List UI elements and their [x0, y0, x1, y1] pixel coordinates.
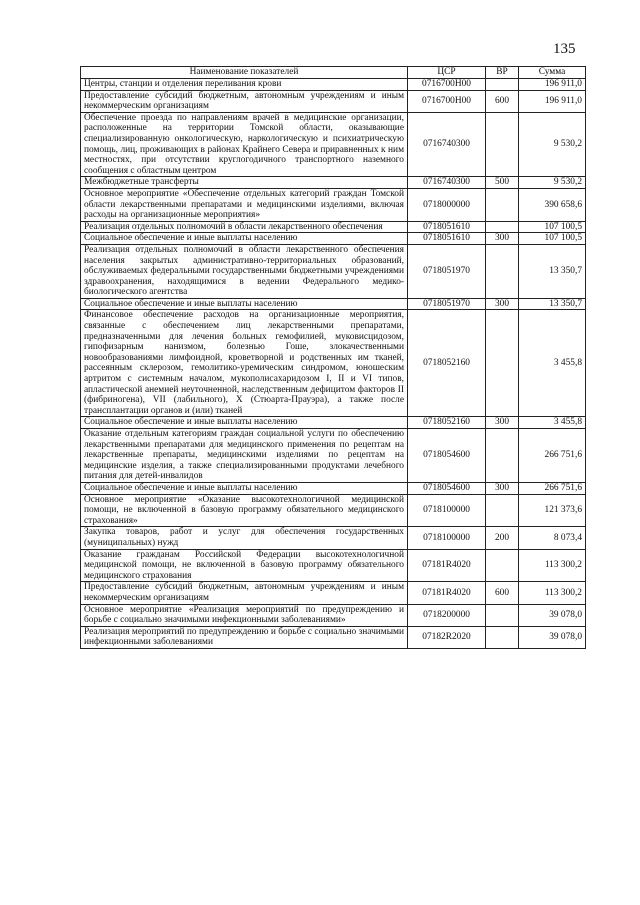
row-sum-cell: 13 350,7: [519, 244, 586, 298]
table-row: [81, 604, 586, 626]
row-name-cell: Финансовое обеспечение расходов на организационные мероприятия, связанные с обеспечением лиц лекарственными препаратами, предназначенными для лечения больных гемофилией, муковисцидозом, гипофизарным нанизмом, болезнью Гоше, злокачественными новообразованиями лимфоидной, кроветворной и родственных им тканей, рассеянным склерозом, гемолитико-уремическим синдромом, юношеским артритом с системным началом, мукополисахаридозом I, II и VI типов, апластической анемией неуточненной, наследственным дефицитом факторов II (фибриногена), VII (лабильного), X (Стюарта-Прауэра), а также после трансплантации органов и (или) тканей: [81, 310, 408, 417]
row-name-cell: Основное мероприятие «Оказание высокотехнологичной медицинской помощи, не включенной в базовую программу обязательного медицинского страхования»: [81, 494, 408, 527]
table-row: [81, 79, 586, 91]
table-row: [81, 90, 586, 112]
row-name-cell: Основное мероприятие «Реализация мероприятий по предупреждению и борьбе с социально значимыми инфекционными заболеваниями»: [81, 604, 408, 626]
row-sum-cell: 196 911,0: [519, 79, 586, 91]
column-header-sum: Сумма: [519, 67, 586, 79]
row-sum-cell: 107 100,5: [519, 233, 586, 245]
row-vr-cell: 600: [486, 90, 519, 112]
row-name-cell: Социальное обеспечение и иные выплаты населению: [81, 482, 408, 494]
row-csr-cell: 0718000000: [408, 188, 486, 221]
row-vr-cell: [486, 221, 519, 233]
row-csr-cell: 0718051610: [408, 221, 486, 233]
table-row: [81, 527, 586, 549]
row-vr-cell: 300: [486, 298, 519, 310]
row-sum-cell: 196 911,0: [519, 90, 586, 112]
row-name-cell: Предоставление субсидий бюджетным, автономным учреждениям и иным некоммерческим организациям: [81, 582, 408, 604]
row-vr-cell: [486, 429, 519, 483]
row-csr-cell: 0718100000: [408, 527, 486, 549]
row-csr-cell: 0718100000: [408, 494, 486, 527]
table-row: [81, 482, 586, 494]
row-vr-cell: [486, 549, 519, 582]
table-row: [81, 549, 586, 582]
row-vr-cell: [486, 604, 519, 626]
row-name-cell: Межбюджетные трансферты: [81, 177, 408, 189]
row-name-cell: Социальное обеспечение и иные выплаты населению: [81, 417, 408, 429]
row-vr-cell: 600: [486, 582, 519, 604]
row-csr-cell: 0716700Н00: [408, 90, 486, 112]
table-row: [81, 298, 586, 310]
row-sum-cell: 39 078,0: [519, 604, 586, 626]
row-sum-cell: 3 455,8: [519, 310, 586, 417]
row-csr-cell: 0718200000: [408, 604, 486, 626]
row-name-cell: Реализация отдельных полномочий в области лекарственного обеспечения населения закрытых административно-территориальных образований, обслуживаемых федеральными государственными бюджетными учреждениями здравоохранения, находящимися в ведении Федерального медико-биологического агентства: [81, 244, 408, 298]
table-row: [81, 310, 586, 417]
column-header-vr: ВР: [486, 67, 519, 79]
table-row: [81, 177, 586, 189]
row-name-cell: Закупка товаров, работ и услуг для обеспечения государственных (муниципальных) нужд: [81, 527, 408, 549]
table-row: [81, 112, 586, 177]
row-vr-cell: [486, 188, 519, 221]
table-row: [81, 244, 586, 298]
row-csr-cell: 07182R2020: [408, 626, 486, 648]
table-header-row: [81, 67, 586, 79]
row-name-cell: Оказание гражданам Российской Федерации высокотехнологичной медицинской помощи, не включенной в базовую программу обязательного медицинского страхования: [81, 549, 408, 582]
row-name-cell: Центры, станции и отделения переливания крови: [81, 79, 408, 91]
row-csr-cell: 07181R4020: [408, 549, 486, 582]
table-row: [81, 626, 586, 648]
row-vr-cell: [486, 494, 519, 527]
column-header-name: Наименование показателей: [81, 67, 408, 79]
row-sum-cell: 107 100,5: [519, 221, 586, 233]
row-sum-cell: 3 455,8: [519, 417, 586, 429]
table-body: [81, 79, 586, 649]
row-vr-cell: 200: [486, 527, 519, 549]
row-sum-cell: 39 078,0: [519, 626, 586, 648]
row-sum-cell: 113 300,2: [519, 549, 586, 582]
row-vr-cell: [486, 79, 519, 91]
row-vr-cell: 500: [486, 177, 519, 189]
table-row: [81, 233, 586, 245]
row-sum-cell: 9 530,2: [519, 112, 586, 177]
row-name-cell: Оказание отдельным категориям граждан социальной услуги по обеспечению лекарственными препаратами для медицинского применения по рецептам на лекарственные препараты, медицинскими изделиями по рецептам на медицинские изделия, а также специализированными продуктами лечебного питания для детей-инвалидов: [81, 429, 408, 483]
row-name-cell: Социальное обеспечение и иные выплаты населению: [81, 298, 408, 310]
row-sum-cell: 121 373,6: [519, 494, 586, 527]
table-row: [81, 494, 586, 527]
row-vr-cell: 300: [486, 482, 519, 494]
row-csr-cell: 0718051970: [408, 244, 486, 298]
row-csr-cell: 0716740300: [408, 177, 486, 189]
row-sum-cell: 113 300,2: [519, 582, 586, 604]
row-csr-cell: 0716700Н00: [408, 79, 486, 91]
row-sum-cell: 266 751,6: [519, 429, 586, 483]
row-name-cell: Предоставление субсидий бюджетным, автономным учреждениям и иным некоммерческим организациям: [81, 90, 408, 112]
row-name-cell: Реализация мероприятий по предупреждению и борьбе с социально значимыми инфекционными заболеваниями: [81, 626, 408, 648]
row-csr-cell: 07181R4020: [408, 582, 486, 604]
row-sum-cell: 8 073,4: [519, 527, 586, 549]
row-sum-cell: 266 751,6: [519, 482, 586, 494]
row-name-cell: Обеспечение проезда по направлениям врачей в медицинские организации, расположенные на территории Томской области, оказывающие специализированную онкологическую, наркологическую и психиатрическую помощь, лиц, проживающих в районах Крайнего Севера и приравненных к ним местностях, при отсутствии круглогодичного транспортного наземного сообщения с областным центром: [81, 112, 408, 177]
row-name-cell: Реализация отдельных полномочий в области лекарственного обеспечения: [81, 221, 408, 233]
row-name-cell: Основное мероприятие «Обеспечение отдельных категорий граждан Томской области лекарственными препаратами и медицинскими изделиями, включая расходы на организационные мероприятия»: [81, 188, 408, 221]
row-csr-cell: 0718051610: [408, 233, 486, 245]
budget-table: [80, 66, 586, 649]
table-row: [81, 417, 586, 429]
table-row: [81, 188, 586, 221]
row-vr-cell: [486, 244, 519, 298]
page-number: 135: [553, 41, 576, 57]
row-vr-cell: [486, 112, 519, 177]
row-name-cell: Социальное обеспечение и иные выплаты населению: [81, 233, 408, 245]
row-csr-cell: 0718054600: [408, 429, 486, 483]
table-row: [81, 221, 586, 233]
row-csr-cell: 0718054600: [408, 482, 486, 494]
row-sum-cell: 13 350,7: [519, 298, 586, 310]
row-csr-cell: 0718052160: [408, 310, 486, 417]
column-header-csr: ЦСР: [408, 67, 486, 79]
row-sum-cell: 390 658,6: [519, 188, 586, 221]
row-sum-cell: 9 530,2: [519, 177, 586, 189]
row-vr-cell: 300: [486, 233, 519, 245]
row-vr-cell: 300: [486, 417, 519, 429]
row-csr-cell: 0718052160: [408, 417, 486, 429]
row-csr-cell: 0718051970: [408, 298, 486, 310]
row-vr-cell: [486, 626, 519, 648]
row-csr-cell: 0716740300: [408, 112, 486, 177]
table-row: [81, 582, 586, 604]
row-vr-cell: [486, 310, 519, 417]
table-row: [81, 429, 586, 483]
